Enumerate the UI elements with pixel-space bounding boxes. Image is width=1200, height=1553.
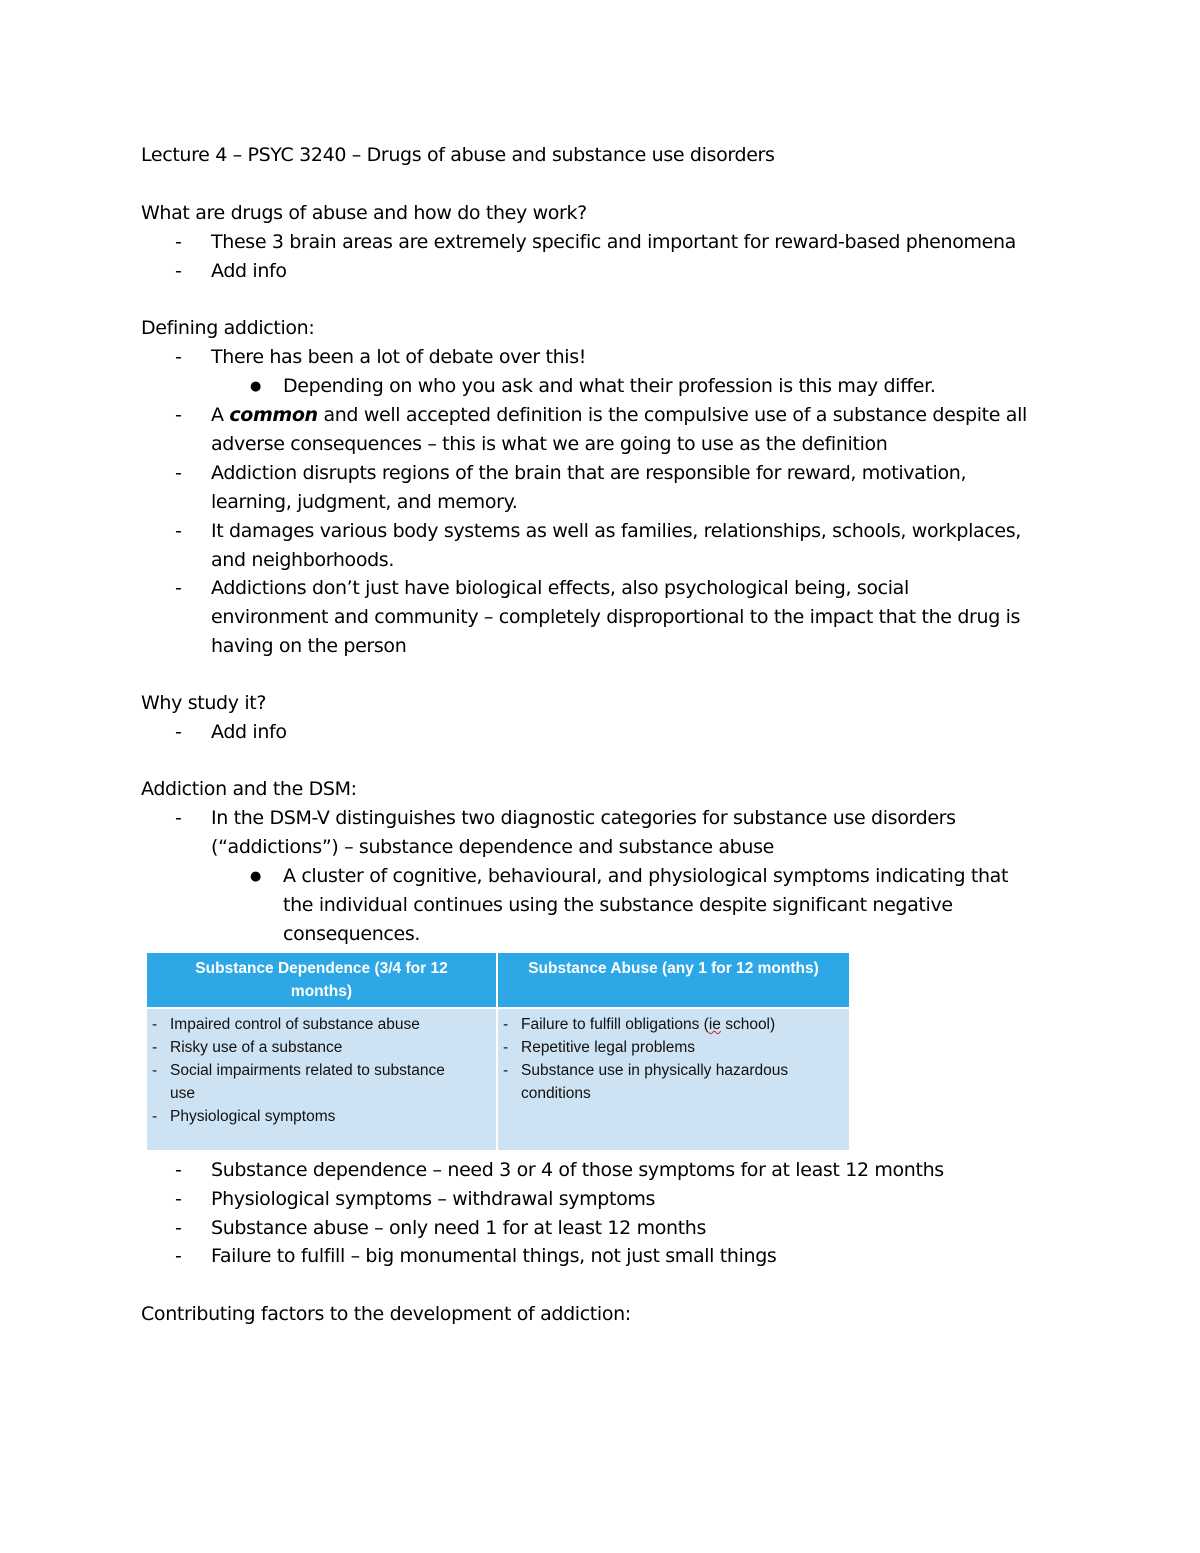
list-item: Add info [211,721,287,743]
dash-marker: - [503,1016,509,1033]
bullet-marker: ● [250,869,262,884]
list-item: These 3 brain areas are extremely specific and important for reward-based phenomena [211,231,1016,253]
bullet-marker: ● [250,379,262,394]
table-header-dependence [147,953,496,1007]
section-heading-contributing-factors: Contributing factors to the development of addiction: [141,1303,631,1325]
list-item-continuation: adverse consequences – this is what we are going to use as the definition [211,433,888,455]
dash-marker: - [175,404,182,426]
list-item: Addictions don’t just have biological effects, also psychological being, social [211,577,909,599]
dash-marker: - [152,1016,158,1033]
table-list-item-text: Substance use in physically hazardous conditions [521,1062,789,1102]
section-heading-defining-addiction: Defining addiction: [141,317,315,339]
table-list-item [498,1036,849,1059]
table-list-item-text: Failure to fulfill obligations ( [521,1016,709,1033]
dash-marker: - [503,1039,509,1056]
list-item: Addiction disrupts regions of the brain that are responsible for reward, motivation, [211,462,967,484]
table-list-item [147,1105,496,1128]
list-item-continuation: (“addictions”) – substance dependence and substance abuse [211,836,774,858]
section-heading-addiction-dsm: Addiction and the DSM: [141,778,357,800]
table-list-item [147,1059,470,1105]
dash-marker: - [152,1108,158,1125]
dash-marker: - [175,577,182,599]
table-header-label: Substance Dependence (3/4 for 12 months) [195,960,448,1000]
text-run: A [211,404,230,426]
text-run: and well accepted definition is the compulsive use of a substance despite all [317,404,1027,426]
table-list-item-text: Risky use of a substance [170,1039,343,1056]
sub-list-item: A cluster of cognitive, behavioural, and physiological symptoms indicating that [283,865,1009,887]
emphasis-common: common [229,404,318,426]
table-list-item-text: Impaired control of substance abuse [170,1016,420,1033]
dash-marker: - [175,231,182,253]
document-title: Lecture 4 – PSYC 3240 – Drugs of abuse and substance use disorders [141,144,775,166]
dash-marker: - [152,1062,158,1079]
table-cell-abuse-criteria [498,1009,849,1150]
table-header-abuse [498,953,849,1007]
list-item: Substance abuse – only need 1 for at least 12 months [211,1217,707,1239]
dash-marker: - [175,260,182,282]
dash-marker: - [175,462,182,484]
list-item: In the DSM-V distinguishes two diagnostic categories for substance use disorders [211,807,956,829]
dash-marker: - [175,1188,182,1210]
table-list-item [498,1059,821,1105]
table-list-item-text: school) [720,1016,776,1033]
list-item: Substance dependence – need 3 or 4 of those symptoms for at least 12 months [211,1159,944,1181]
dash-marker: - [175,807,182,829]
table-list-item [147,1036,496,1059]
list-item-continuation: learning, judgment, and memory. [211,491,518,513]
table-list-item-text: Repetitive legal problems [521,1039,696,1056]
dash-marker: - [175,721,182,743]
table-cell-dependence-criteria [147,1009,496,1150]
list-item-continuation: and neighborhoods. [211,549,395,571]
table-header-label: Substance Abuse (any 1 for 12 months) [528,960,819,977]
sub-list-item-continuation: the individual continues using the substance despite significant negative [283,894,953,916]
dash-marker: - [175,1159,182,1181]
spellcheck-word: ie [708,1016,721,1033]
dash-marker: - [175,1245,182,1267]
list-item-continuation: environment and community – completely disproportional to the impact that the drug is [211,606,1021,628]
list-item: It damages various body systems as well as families, relationships, schools, workplaces, [211,520,1021,542]
section-heading-drugs-of-abuse: What are drugs of abuse and how do they work? [141,202,587,224]
dsm-comparison-table [147,953,849,1150]
table-list-item-text: Social impairments related to substance use [170,1062,445,1102]
table-list-item-text: Physiological symptoms [170,1108,336,1125]
table-list-item [147,1013,496,1036]
dash-marker: - [152,1039,158,1056]
list-item: There has been a lot of debate over this! [211,346,587,368]
dash-marker: - [175,1217,182,1239]
dash-marker: - [503,1062,509,1079]
table-list-item [498,1013,849,1036]
sub-list-item-continuation: consequences. [283,923,421,945]
list-item: Add info [211,260,287,282]
list-item: Physiological symptoms – withdrawal symptoms [211,1188,656,1210]
dash-marker: - [175,346,182,368]
list-item [211,401,1027,430]
list-item-continuation: having on the person [211,635,407,657]
section-heading-why-study: Why study it? [141,692,267,714]
dash-marker: - [175,520,182,542]
sub-list-item: Depending on who you ask and what their profession is this may differ. [283,375,936,397]
list-item: Failure to fulfill – big monumental things, not just small things [211,1245,777,1267]
